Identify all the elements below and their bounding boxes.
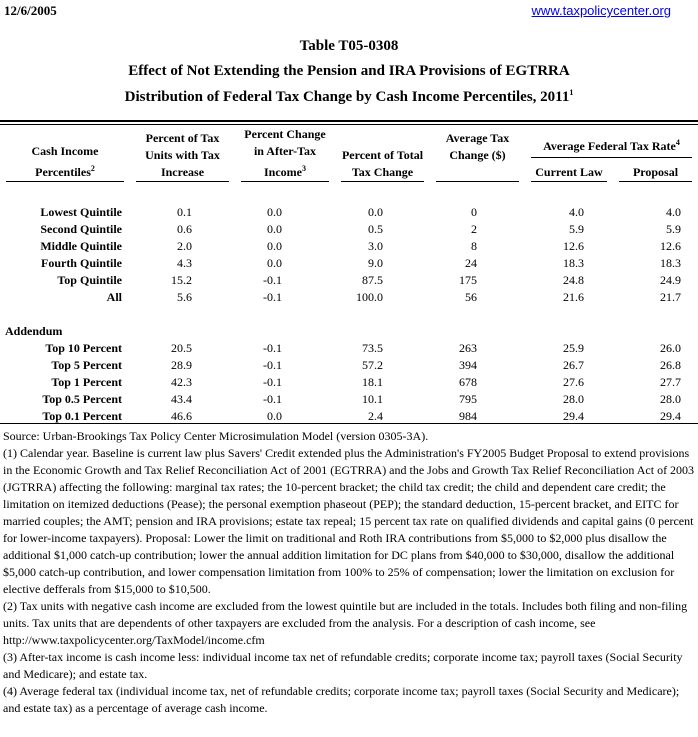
- header-proposal: [613, 158, 698, 182]
- table-cell: 175: [459, 273, 477, 287]
- table-cell: -0.1: [263, 392, 282, 406]
- table-cell: 4.0: [569, 205, 584, 219]
- table-cell: 18.1: [362, 375, 383, 389]
- table-cell: 46.6: [171, 409, 192, 423]
- table-cell: 4.0: [666, 205, 681, 219]
- taxpolicycenter-link[interactable]: www.taxpolicycenter.org: [531, 3, 671, 18]
- table-cell: 0.0: [267, 256, 282, 270]
- table-cell: 0.0: [267, 239, 282, 253]
- header-text: Percent of Total Tax Change: [341, 147, 424, 182]
- table-cell: 2: [471, 222, 477, 236]
- distribution-table: [0, 126, 698, 425]
- table-cell: 28.9: [171, 358, 192, 372]
- table-cell: 24.8: [563, 273, 584, 287]
- footnote-ref: 2: [90, 164, 95, 173]
- table-cell: 26.0: [660, 341, 681, 355]
- table-cell: 24: [465, 256, 477, 270]
- table-cell: 2.4: [368, 409, 383, 423]
- table-cell: 0.6: [177, 222, 192, 236]
- table-cell: 21.6: [563, 290, 584, 304]
- table-cell: 3.0: [368, 239, 383, 253]
- row-label: All: [106, 290, 122, 304]
- table-cell: 42.3: [171, 375, 192, 389]
- table-cell: 12.6: [660, 239, 681, 253]
- date: 12/6/2005: [4, 3, 57, 18]
- table-cell: 18.3: [660, 256, 681, 270]
- table-cell: 21.7: [660, 290, 681, 304]
- table-cell: 15.2: [171, 273, 192, 287]
- table-cell: 5.9: [569, 222, 584, 236]
- table-cell: 795: [459, 392, 477, 406]
- source-note: Source: Urban-Brookings Tax Policy Center Microsimulation Model (version 0305-3A).: [3, 429, 429, 443]
- table-cell: 984: [459, 409, 477, 423]
- table-cell: 5.6: [177, 290, 192, 304]
- table-cell: 0.0: [267, 222, 282, 236]
- table-cell: -0.1: [263, 290, 282, 304]
- footnote-ref: 3: [302, 164, 306, 173]
- header-text: Percent of Tax Units with Tax Increase: [136, 130, 229, 182]
- addendum-label: Addendum: [5, 324, 63, 338]
- table-cell: 2.0: [177, 239, 192, 253]
- table-cell: 0.1: [177, 205, 192, 219]
- table-cell: -0.1: [263, 358, 282, 372]
- table-row: [0, 272, 698, 289]
- footnote-ref: 4: [675, 138, 680, 147]
- row-label: Top 10 Percent: [45, 341, 122, 355]
- table-cell: 9.0: [368, 256, 383, 270]
- table-cell: 10.1: [362, 392, 383, 406]
- footnote: (1) Calendar year. Baseline is current law plus Savers' Credit extended plus the Administration's FY2005 Budget Proposal to extend provisions in the Economic Growth and Tax Relief Reconciliation Act of 2001 (EGTRRA) and the Jobs and Growth Tax Relief Reconciliation Act of 2003 (JGTRRA) affecting the following: marginal tax rates; the 10-percent bracket; the child tax credit; the child and dependent care credit; the limitation on itemized deductions (Pease); the personal exemption phaseout (PEP); the standard deduction, 15-percent bracket, and EITC for married couples; the AMT; pension and IRA provisions; estate tax repeal; 15 percent tax rate on qualified dividends and capital gains (0 percent for lower-income taxpayers). Proposal: Lower the limit on traditional and Roth IRA contributions from $5,000 to $2,000 plus disallow the additional $1,000 catch-up contribution; lower the annual addition limitation for DC plans from $40,000 to $30,000, disallow the additional $5,000 catch-up contribution, and lower compensation limitation from 100% to 25% of compensation; lower the limitation on exclusion for elective defferals from $15,000 to $10,500.: [3, 446, 695, 596]
- table-row: [0, 238, 698, 255]
- table-cell: 56: [465, 290, 477, 304]
- table-cell: 24.9: [660, 273, 681, 287]
- header-avg-tax-change: [430, 126, 525, 182]
- subtitle-text: Distribution of Federal Tax Change by Cash Income Percentiles, 2011: [124, 89, 570, 105]
- table-cell: -0.1: [263, 273, 282, 287]
- table-cell: 73.5: [362, 341, 383, 355]
- row-label: Lowest Quintile: [40, 205, 122, 219]
- header-pct-change-after-tax: [235, 126, 335, 182]
- header-text: Average Tax Change ($): [436, 130, 519, 182]
- header-text: Cash Income Percentiles: [31, 144, 99, 179]
- spacer: [0, 182, 698, 204]
- table-cell: 26.7: [563, 358, 584, 372]
- table-cell: 678: [459, 375, 477, 389]
- header-pct-total-change: [335, 126, 430, 182]
- table-cell: 8: [471, 239, 477, 253]
- header-cash-income: [0, 126, 130, 182]
- table-cell: 27.7: [660, 375, 681, 389]
- row-label: Top Quintile: [57, 273, 122, 287]
- table-cell: 0.0: [267, 409, 282, 423]
- table-cell: 263: [459, 341, 477, 355]
- table-cell: -0.1: [263, 341, 282, 355]
- table-cell: 26.8: [660, 358, 681, 372]
- header-text: Proposal: [619, 164, 692, 182]
- table-cell: 20.5: [171, 341, 192, 355]
- table-cell: 18.3: [563, 256, 584, 270]
- table-row: [0, 340, 698, 357]
- table-cell: 28.0: [563, 392, 584, 406]
- header-pct-units-increase: [130, 126, 235, 182]
- spacer-row: [0, 182, 698, 204]
- table-cell: 25.9: [563, 341, 584, 355]
- footnote: (4) Average federal tax (individual income tax, net of refundable credits; corporate income tax; payroll taxes (Social Security and Medicare); and estate tax) as a percentage of average cash income.: [3, 684, 680, 715]
- row-label: Second Quintile: [40, 222, 122, 236]
- row-label: Middle Quintile: [40, 239, 122, 253]
- header-current-law: [525, 158, 613, 182]
- notes: [3, 428, 695, 717]
- table-row: [0, 204, 698, 221]
- table-cell: 28.0: [660, 392, 681, 406]
- table-row: [0, 391, 698, 408]
- table-cell: 394: [459, 358, 477, 372]
- row-label: Top 5 Percent: [51, 358, 122, 372]
- table-cell: 57.2: [362, 358, 383, 372]
- table-cell: 87.5: [362, 273, 383, 287]
- footnote: (3) After-tax income is cash income less: individual income tax net of refundable credits; corporate income tax; payroll taxes (Social Security and Medicare); and estate tax.: [3, 650, 683, 681]
- row-label: Top 0.1 Percent: [42, 409, 122, 423]
- table-row: [0, 357, 698, 374]
- spacer: [0, 306, 698, 323]
- row-label: Fourth Quintile: [40, 256, 122, 270]
- table-cell: 43.4: [171, 392, 192, 406]
- table-cell: 0.0: [267, 205, 282, 219]
- table-row: [0, 289, 698, 306]
- addendum-row: [0, 323, 698, 340]
- table-cell: 0: [471, 205, 477, 219]
- header-text: Average Federal Tax Rate: [543, 139, 676, 153]
- bottom-rule: [0, 423, 698, 424]
- table-row: [0, 374, 698, 391]
- table-id: Table T05-0308: [299, 38, 399, 54]
- row-label: Top 0.5 Percent: [42, 392, 122, 406]
- table-row: [0, 255, 698, 272]
- table-subtitle: [0, 88, 698, 106]
- table-cell: 0.0: [368, 205, 383, 219]
- header-text: Percent Change in After-Tax Income: [244, 127, 326, 179]
- table-cell: 4.3: [177, 256, 192, 270]
- table-cell: 29.4: [563, 409, 584, 423]
- table-cell: -0.1: [263, 375, 282, 389]
- footnote: (2) Tax units with negative cash income are excluded from the lowest quintile but are included in the totals. Includes both filing and non-filing units. Tax units that are dependents of other taxpayers are excluded from the analysis. For a description of cash income, see http://www.taxpolicycenter.org/TaxModel/income.cfm: [3, 599, 688, 647]
- table-cell: 29.4: [660, 409, 681, 423]
- row-label: Top 1 Percent: [51, 375, 122, 389]
- table-cell: 0.5: [368, 222, 383, 236]
- spacer-row: [0, 306, 698, 323]
- table-title: Effect of Not Extending the Pension and IRA Provisions of EGTRRA: [128, 63, 570, 79]
- table-cell: 100.0: [356, 290, 383, 304]
- footnote-ref: 1: [569, 88, 574, 97]
- top-double-rule: [0, 120, 698, 125]
- table-cell: 27.6: [563, 375, 584, 389]
- header-avg-fed-tax-rate: [525, 126, 698, 158]
- table-cell: 12.6: [563, 239, 584, 253]
- table-row: [0, 221, 698, 238]
- header-text: Current Law: [531, 164, 607, 182]
- table-cell: 5.9: [666, 222, 681, 236]
